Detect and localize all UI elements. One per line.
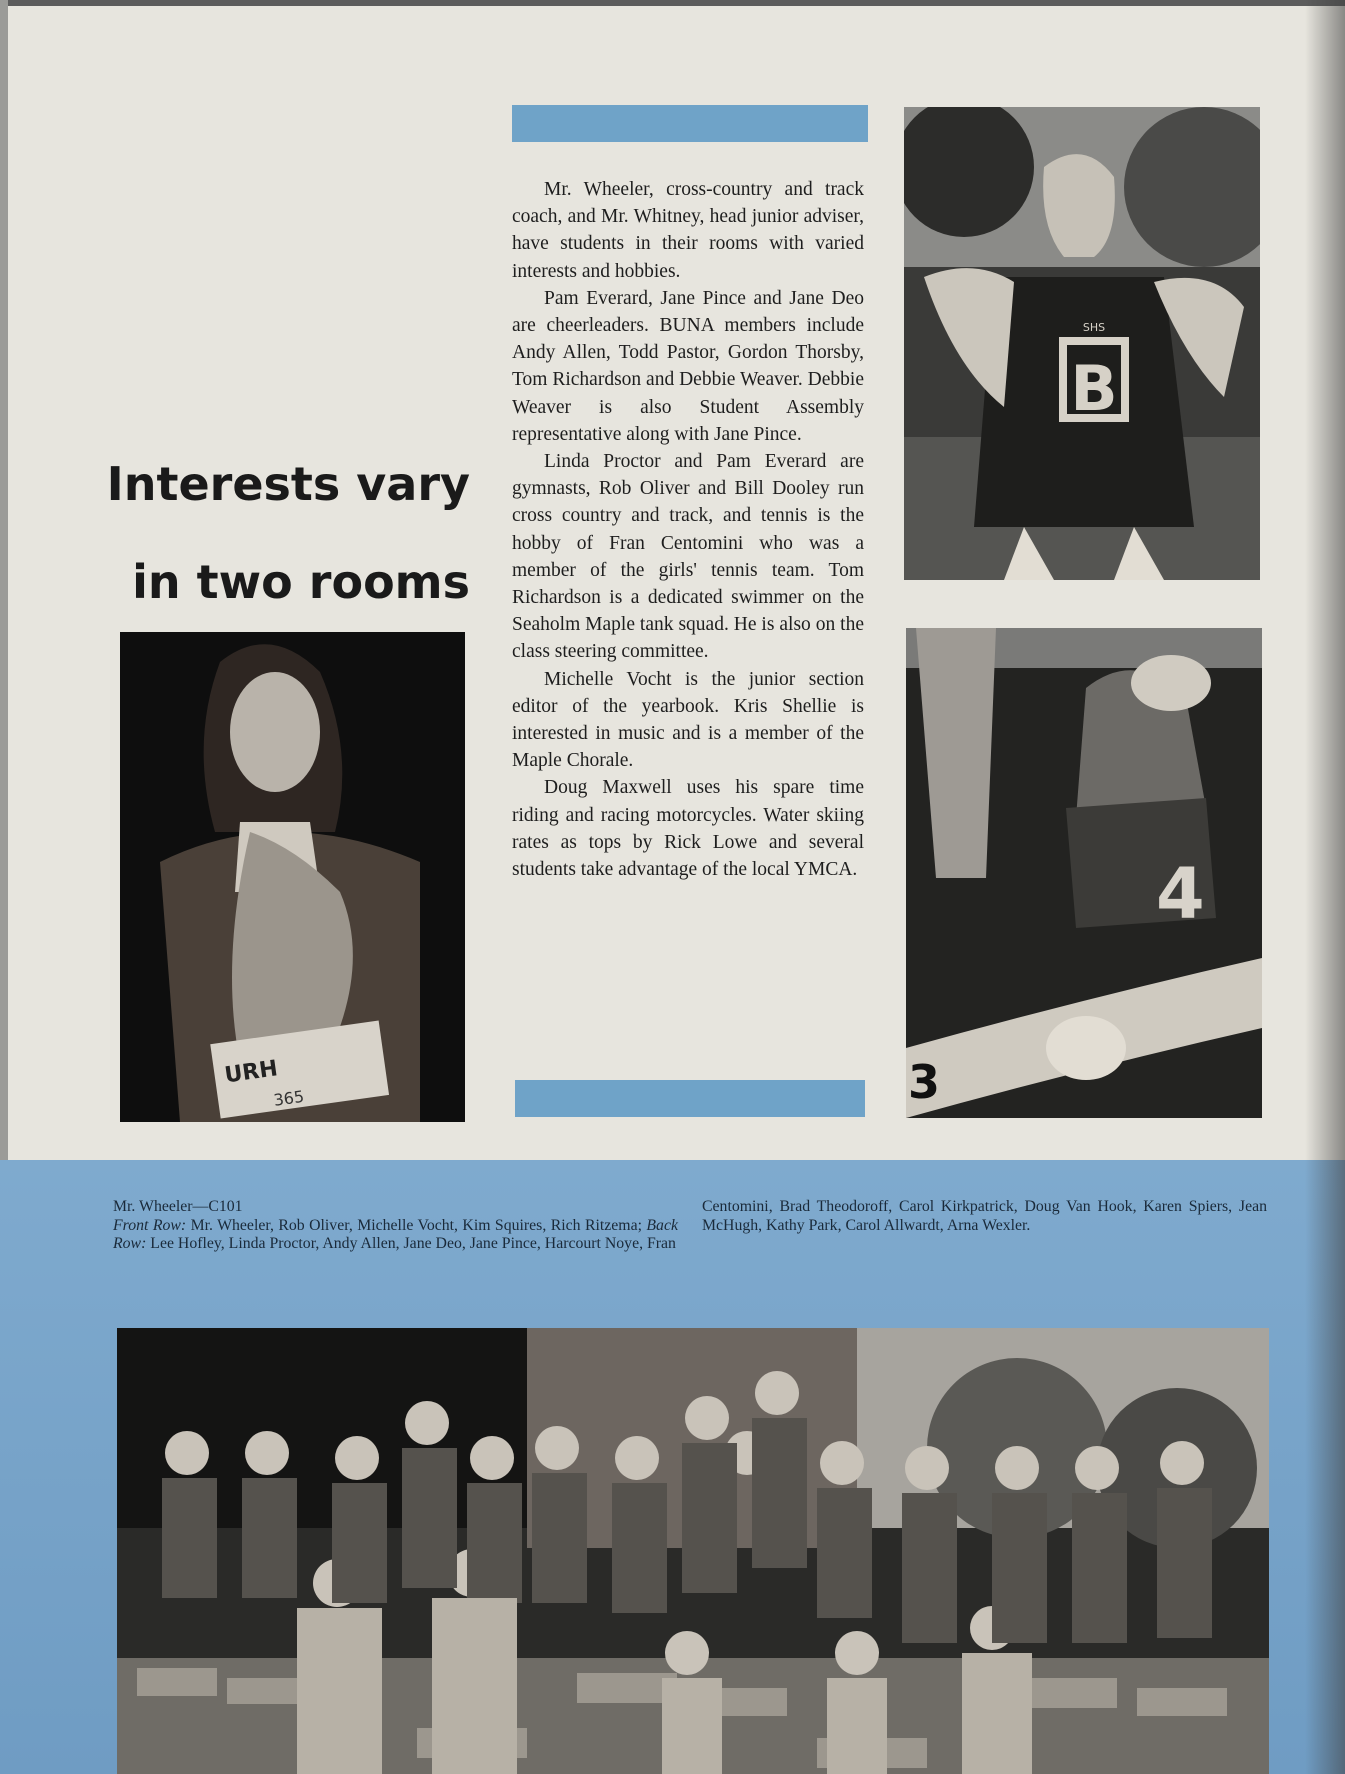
headline-line-2: in two rooms: [132, 554, 470, 609]
photo-cheerleader: [904, 107, 1260, 580]
article-body: [512, 176, 864, 883]
photo-cheerleader-drawing: [904, 107, 1260, 580]
cheer-letter: B: [1070, 352, 1118, 425]
pool-number: 4: [1156, 853, 1205, 935]
page-curl-shadow: [1305, 0, 1345, 1774]
photo-caption-left: [113, 1198, 678, 1254]
page-top-edge: [0, 0, 1345, 6]
photo-swimmers-pool: [906, 628, 1262, 1118]
caption-rows: [113, 1217, 678, 1254]
page-binding-edge: [0, 0, 8, 1160]
cheer-small-text: SHS: [1082, 321, 1106, 334]
article-paragraph: Michelle Vocht is the junior section editor of the yearbook. Kris Shellie is interested in music and is a member of the Maple Chorale.: [512, 668, 864, 772]
article-paragraph: Pam Everard, Jane Pince and Jane Deo are cheerleaders. BUNA members include Andy Allen, Todd Pastor, Gordon Thorsby, Tom Richardson and Debbie Weaver. Debbie Weaver is also Student Assembly representative along with Jane Pince.: [512, 287, 864, 445]
caption-front-row-label: Front Row:: [113, 1216, 187, 1234]
photo-class-group-drawing: [117, 1328, 1269, 1774]
sign-number: 365: [272, 1086, 306, 1110]
accent-bar-bottom: [515, 1080, 865, 1117]
caption-back-row: Lee Hofley, Linda Proctor, Andy Allen, Jane Deo, Jane Pince, Harcourt Noye, Fran: [146, 1235, 676, 1252]
sign-text: URH: [223, 1056, 280, 1089]
caption-front-row: Mr. Wheeler, Rob Oliver, Michelle Vocht, Kim Squires, Rich Ritzema;: [186, 1216, 647, 1234]
pool-lane-number: 3: [908, 1055, 941, 1109]
photo-class-group: [117, 1328, 1269, 1774]
article-paragraph: Doug Maxwell uses his spare time riding and racing motorcycles. Water skiing rates as tops by Rick Lowe and several students take advantage of the local YMCA.: [512, 777, 864, 881]
photo-student-with-bag-drawing: [120, 632, 465, 1122]
photo-swimmers-pool-drawing: [906, 628, 1262, 1118]
accent-bar-top: [512, 105, 868, 142]
photo-student-with-bag: [120, 632, 465, 1122]
caption-back-row-label: Back Row:: [113, 1216, 678, 1252]
article-paragraph: Mr. Wheeler, cross-country and track coach, and Mr. Whitney, head junior adviser, have students in their rooms with varied interests and hobbies.: [512, 179, 864, 282]
photo-caption-right: Centomini, Brad Theodoroff, Carol Kirkpatrick, Doug Van Hook, Karen Spiers, Jean McHugh, Kathy Park, Carol Allwardt, Arna Wexler.: [702, 1198, 1267, 1234]
headline-line-1: Interests vary: [106, 456, 470, 511]
article-paragraph: Linda Proctor and Pam Everard are gymnasts, Rob Oliver and Bill Dooley run cross country and track, and tennis is the hobby of Fran Centomini who was a member of the girls' tennis team. Tom Richardson is a dedicated swimmer on the Seaholm Maple tank squad. He is also on the class steering committee.: [512, 451, 864, 663]
caption-room: Mr. Wheeler—C101: [113, 1198, 243, 1215]
